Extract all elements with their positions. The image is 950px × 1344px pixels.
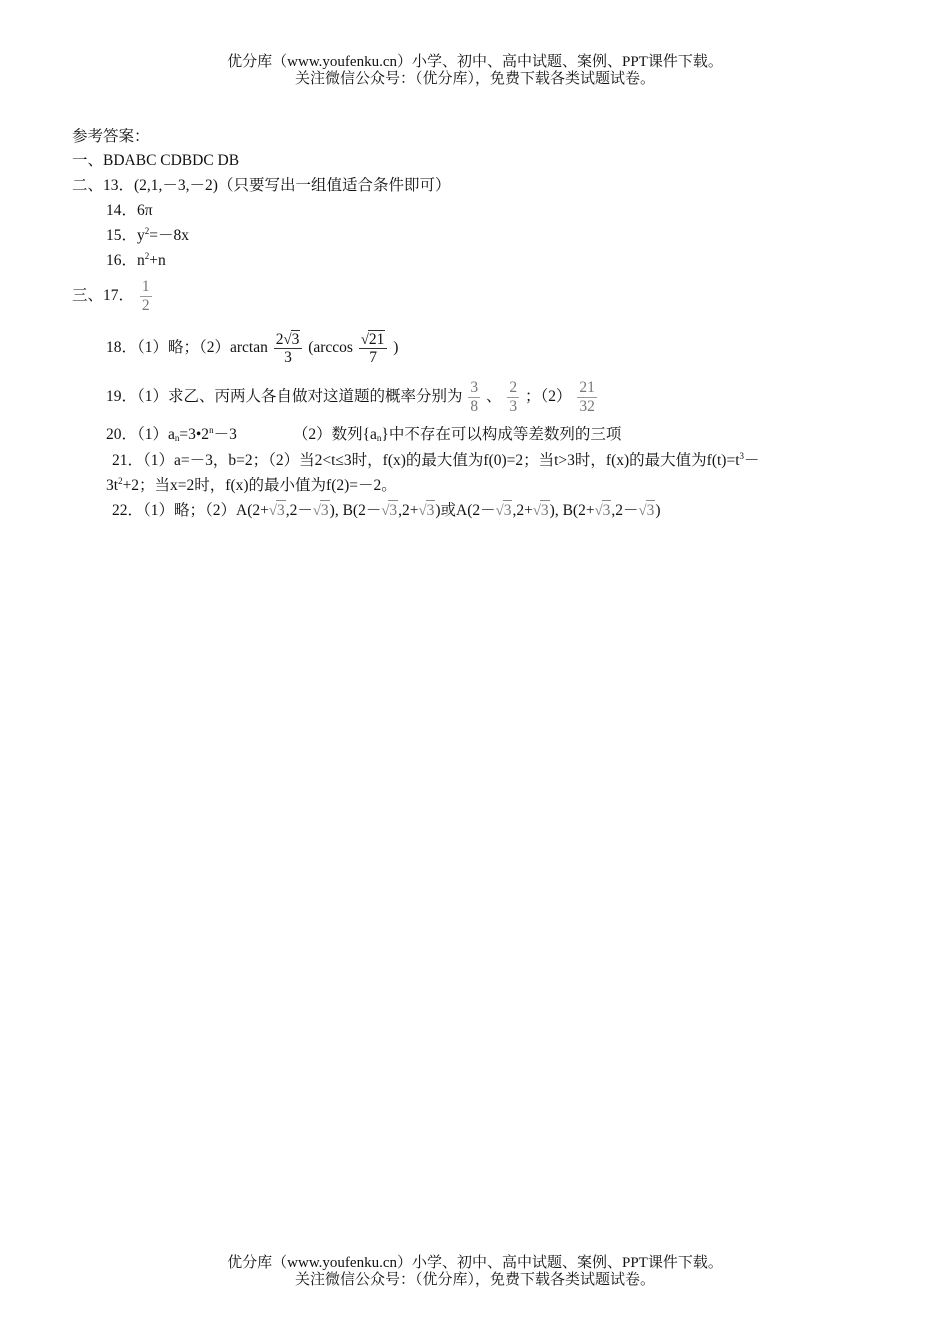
q21-answer-line-2: $3t^2+2$；当x=2时，f(x)的最小值为f(2)=－2。 <box>106 476 397 494</box>
q19-answer: 19．（1）求乙、丙两人各自做对这道题的概率分别为 $\frac{3}{8}$ 、 $\frac{2}{3}$ ；（2） $\frac{21}{32}$ <box>106 379 595 415</box>
sqrt-symbol: √ 3 <box>594 502 611 519</box>
page-footer <box>0 1255 950 1289</box>
sqrt-symbol: √ 3 <box>638 502 655 519</box>
answers-title: 参考答案： <box>72 128 150 145</box>
q16-answer: 16．$n^2+n$ <box>106 251 166 269</box>
sqrt-symbol: √ 3 <box>268 502 285 519</box>
q17-answer: 三、17． $\frac{1}{2}$ <box>72 278 150 314</box>
q18-answer: 18．（1）略；（2）arctan 2 √ 3 3 (arccos √ 21 7 ) <box>106 330 399 367</box>
q21-answer-line-1: 21．（1）a=－3，b=2；（2）当2<t≤3时，f(x)的最大值为f(0)=2；当t>3时，f(x)的最大值为$f(t)=t^3-$ <box>112 451 760 469</box>
q14-answer: 14．6π <box>106 202 153 219</box>
sqrt-symbol: √ 3 <box>418 502 435 519</box>
header-line-2: 关注微信公众号：（优分库），免费下载各类试题试卷。 <box>294 71 655 87</box>
q15-answer: 15．$y^2=-8x$ <box>106 226 190 244</box>
footer-line-1: 优分库（www.youfenku.cn）小学、初中、高中试题、案例、PPT课件下载。 <box>227 1255 723 1271</box>
q20-answer: 20．$(1)a_n=3•2^n-3$ （2）数列$\{a_n\}$中不存在可以构成等差数列的三项 <box>106 425 622 443</box>
section-1-answers: 一、BDABC CDBDC DB <box>72 152 240 169</box>
q22-answer: 22．（1）略；（2）A(2+ √ 3 ,2－ √ 3 ), B(2－ √ 3 ,2+ √ 3 )或A(2－ √ 3 ,2+ √ 3 ), B(2+ √ 3 ,2－ √ 3 ) <box>112 502 661 519</box>
fraction: $\frac{2}{3}$ <box>509 379 518 415</box>
fraction: $\frac{3}{8}$ <box>470 379 479 415</box>
sqrt-symbol: √ 3 <box>495 502 512 519</box>
sqrt-symbol: √ 21 <box>360 330 385 348</box>
sqrt-symbol: √ 3 <box>381 502 398 519</box>
sqrt-symbol: √ 3 <box>312 502 329 519</box>
fraction: $\frac{21}{32}$ <box>579 379 595 415</box>
fraction: $\frac{1}{2}$ <box>141 278 150 314</box>
section-2-q13: 二、13．(2,1,－3,－2)（只要写出一组值适合条件即可） <box>72 177 451 194</box>
footer-line-2: 关注微信公众号：（优分库），免费下载各类试题试卷。 <box>294 1272 655 1288</box>
sqrt-symbol: √ 3 <box>532 502 549 519</box>
page-header <box>0 54 950 88</box>
fraction: √ 21 7 <box>359 330 388 368</box>
fraction: 2 √ 3 3 <box>274 330 303 368</box>
sqrt-symbol: √ 3 <box>283 330 300 348</box>
header-line-1: 优分库（www.youfenku.cn）小学、初中、高中试题、案例、PPT课件下载。 <box>227 54 723 70</box>
